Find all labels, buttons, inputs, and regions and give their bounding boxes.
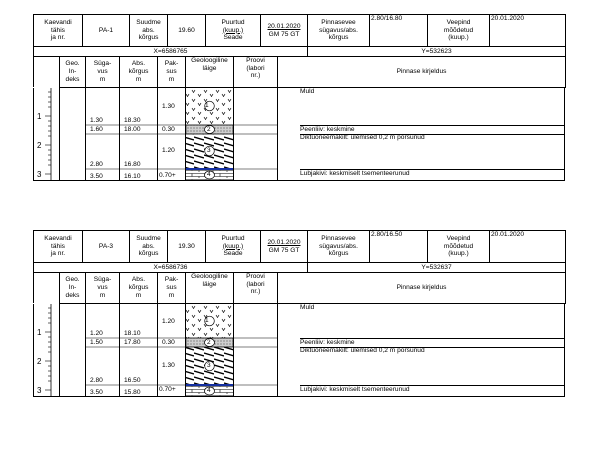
log-header: [33, 14, 566, 57]
coord-y: Y=532623: [308, 47, 566, 57]
layer-2-desc: Peenliiv: keskmine: [300, 338, 355, 346]
layer-1-thickness: 1.30: [162, 102, 175, 110]
layer-4-depth: 3.50: [90, 172, 103, 180]
col-thickness: Pak- sus m: [158, 273, 186, 303]
col-sample: Proovi (labori nr.): [234, 57, 278, 87]
col-geo-index: Geo. In- deks: [60, 57, 86, 87]
layer-3-depth: 2.80: [90, 160, 103, 168]
log-body: [33, 88, 565, 181]
scale-label-2: 2: [37, 140, 42, 150]
column-headers: [33, 273, 566, 304]
label-elevation: Suudme abs. kõrgus: [130, 231, 168, 263]
layer-2-abs: 18.00: [124, 125, 141, 133]
layer-3-num: 3: [207, 146, 211, 154]
label-point: Kaevandi tähis ja nr.: [34, 15, 83, 47]
layer-2-desc: Peenliiv: keskmine: [300, 125, 355, 133]
label-measured: Veepind mõõdetud (kuup.): [428, 15, 490, 47]
layer-3-desc: Diktüoneemakilt: ülemised 0,2 m porsunud: [300, 133, 425, 141]
coord-x: X=6586736: [34, 263, 308, 273]
layer-4-abs: 15.80: [124, 388, 141, 396]
layer-3-abs: 16.80: [124, 160, 141, 168]
groundwater-value: 2.80/16.80: [370, 15, 428, 47]
borehole-log-1: [33, 14, 565, 181]
layer-4-thickness: 0.70+: [159, 171, 176, 179]
borehole-log-2: [33, 230, 565, 397]
col-abs: Abs. kõrgus m: [120, 273, 158, 303]
col-description: Pinnase kirjeldus: [278, 57, 566, 87]
layer-3-thickness: 1.30: [162, 361, 175, 369]
layer-1-depth: 1.20: [90, 329, 103, 337]
layer-2-thickness: 0.30: [162, 125, 175, 133]
layer-1-abs: 18.30: [124, 116, 141, 124]
date-measured-value: 20.01.2020: [490, 231, 566, 263]
scale-label-1: 1: [37, 111, 42, 121]
scale-col-head: [34, 57, 60, 87]
log-header: [33, 230, 566, 273]
label-rig: Puurtud (kuup.) Seade: [206, 15, 261, 47]
layer-1-num: 1: [205, 316, 209, 324]
layer-4-desc: Lubjakivi: keskmiselt tsementeerunud: [300, 385, 410, 393]
layer-2-abs: 17.80: [124, 338, 141, 346]
label-measured: Veepind mõõdetud (kuup.): [428, 231, 490, 263]
log-body: [33, 304, 565, 397]
layer-1-desc: Muld: [300, 303, 315, 311]
col-abs: Abs. kõrgus m: [120, 57, 158, 87]
scale-label-3: 3: [37, 169, 42, 179]
col-thickness: Pak- sus m: [158, 57, 186, 87]
layer-4-depth: 3.50: [90, 388, 103, 396]
layer-1-num: 1: [205, 101, 209, 109]
col-geology: Geoloogiline läige: [186, 57, 234, 87]
layer-1-abs: 18.10: [124, 329, 141, 337]
date-measured-value: 20.01.2020: [490, 15, 566, 47]
layer-3-depth: 2.80: [90, 376, 103, 384]
layer-2-depth: 1.50: [90, 338, 103, 346]
date-rig-value: 20.01.2020 GM 75 GT: [261, 15, 308, 47]
layer-1-desc: Muld: [300, 87, 315, 95]
point-id: PA-1: [83, 15, 130, 47]
layer-1-depth: 1.30: [90, 116, 103, 124]
scale-label-1: 1: [37, 327, 42, 337]
layer-2-thickness: 0.30: [162, 338, 175, 346]
layer-4-thickness: 0.70+: [159, 385, 176, 393]
groundwater-value: 2.80/16.50: [370, 231, 428, 263]
label-groundwater: Pinnasevee sügavus/abs. kõrgus: [308, 231, 370, 263]
depth-scale: [45, 88, 51, 181]
col-geo-index: Geo. In- deks: [60, 273, 86, 303]
layer-4-num: 4: [207, 170, 211, 178]
col-geology: Geoloogiline läige: [186, 273, 234, 303]
elevation-value: 19.30: [168, 231, 206, 263]
layer-3-abs: 16.50: [124, 376, 141, 384]
coord-y: Y=532637: [308, 263, 566, 273]
layer-4-num: 4: [207, 386, 211, 394]
label-elevation: Suudme abs. kõrgus: [130, 15, 168, 47]
point-id: PA-3: [83, 231, 130, 263]
column-headers: [33, 57, 566, 88]
layer-4-abs: 16.10: [124, 172, 141, 180]
col-sample: Proovi (labori nr.): [234, 273, 278, 303]
coord-x: X=6586765: [34, 47, 308, 57]
layer-4-desc: Lubjakivi: keskmiselt tsementeerunud: [300, 169, 410, 177]
date-rig-value: 20.01.2020 GM 75 GT: [261, 231, 308, 263]
label-point: Kaevandi tähis ja nr.: [34, 231, 83, 263]
col-description: Pinnase kirjeldus: [278, 273, 566, 303]
layer-2-num: 2: [207, 125, 211, 133]
scale-label-2: 2: [37, 356, 42, 366]
col-depth: Sügа- vus m: [86, 273, 120, 303]
depth-scale: [45, 304, 51, 397]
layer-3-desc: Diktüoneemakilt: ülemised 0,2 m porsunud: [300, 346, 425, 354]
label-groundwater: Pinnasevee sügavus/abs. kõrgus: [308, 15, 370, 47]
layer-1-thickness: 1.20: [162, 317, 175, 325]
label-rig: Puurtud (kuup.) Seade: [206, 231, 261, 263]
layer-3-thickness: 1.20: [162, 146, 175, 154]
elevation-value: 19.60: [168, 15, 206, 47]
layer-3-num: 3: [207, 361, 211, 369]
layer-2-depth: 1.60: [90, 125, 103, 133]
scale-label-3: 3: [37, 385, 42, 395]
col-depth: Sügа- vus m: [86, 57, 120, 87]
layer-2-num: 2: [207, 338, 211, 346]
scale-col-head: [34, 273, 60, 303]
